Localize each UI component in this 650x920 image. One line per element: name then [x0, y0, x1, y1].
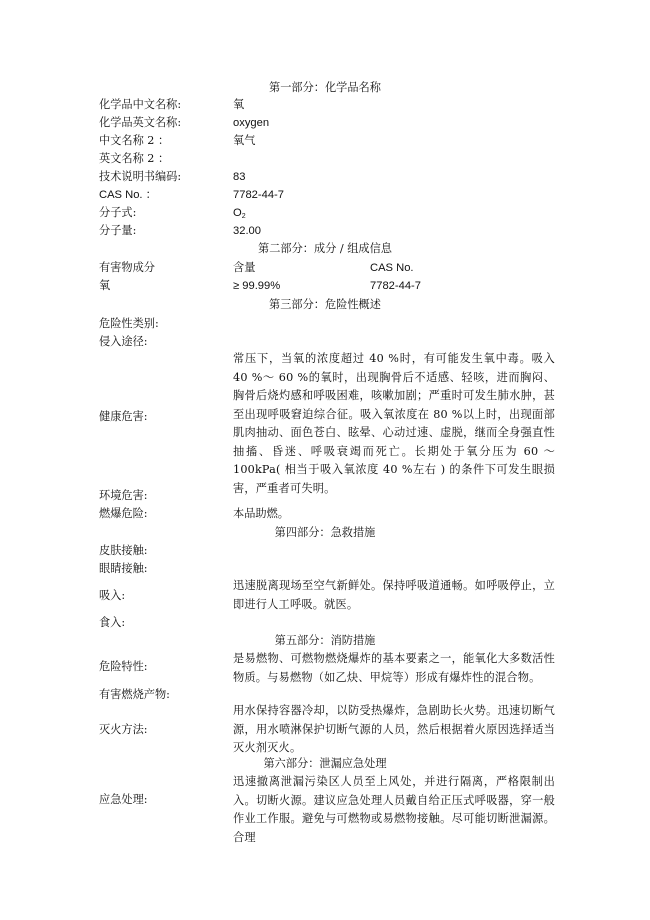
- emergency-label: 应急处理:: [99, 793, 148, 806]
- route-label: 侵入途径:: [99, 335, 148, 348]
- fire-property-label: 危险特性:: [99, 660, 148, 673]
- inhalation-text: 迅速脱离现场至空气新鲜处。保持呼吸道通畅。如呼吸停止，立即进行人工呼吸。就医。: [233, 579, 555, 611]
- cn-name-value: 氧: [233, 98, 245, 111]
- fire-property-text: 是易燃物、可燃物燃烧爆炸的基本要素之一，能氧化大多数活性物质。与易燃物（如乙炔、甲烷等）形成有爆炸性的混合物。: [233, 652, 555, 684]
- part6-title: 第六部分：泄漏应急处理: [263, 757, 387, 770]
- combustion-products-label: 有害燃烧产物:: [99, 688, 170, 701]
- part1-title: 第一部分：化学品名称: [269, 81, 381, 94]
- health-hazard-label: 健康危害:: [99, 410, 148, 423]
- cn-name2-value: 氧气: [233, 134, 256, 147]
- part2-title: 第二部分：成分 / 组成信息: [258, 242, 392, 255]
- health-hazard-text: 常压下，当氧的浓度超过 40 %时，有可能发生氧中毒。吸入 40 %～ 60 %的氧时，出现胸骨后不适感、轻咳，进而胸闷、胸骨后烧灼感和呼吸困难，咳嗽加剧；严重时可发生肺水肿，甚至出现呼吸窘迫综合征。吸入氧浓度在 80 %以上时，出现面部肌肉抽动、面色苍白、眩晕、心动过速、虚脱，继而全身强直性抽搐、昏迷、呼吸衰竭而死亡。长期处于氧分压为 60 ～ 100kPa( 相当于吸入氧浓度 40 %左右 ) 的条件下可发生眼损害，严重者可失明。: [233, 352, 555, 495]
- cas-value: 7782-44-7: [233, 189, 285, 201]
- tech-code-label: 技术说明书编码:: [99, 170, 182, 183]
- cn-name2-label: 中文名称 2 ：: [99, 134, 170, 147]
- fire-hazard-value: 本品助燃。: [233, 507, 289, 520]
- composition-component: 氧: [99, 279, 111, 292]
- part4-title: 第四部分：急救措施: [274, 526, 376, 539]
- tech-code-value: 83: [233, 171, 246, 183]
- composition-header-content: 含量: [233, 261, 256, 274]
- cn-name-label: 化学品中文名称:: [99, 98, 182, 111]
- ingestion-label: 食入:: [99, 616, 126, 629]
- mol-weight-label: 分子量:: [99, 224, 137, 237]
- en-name-value: oxygen: [233, 117, 270, 129]
- formula-value: $O_2$: [233, 207, 246, 220]
- env-hazard-label: 环境危害:: [99, 489, 148, 502]
- formula-label: 分子式:: [99, 206, 137, 219]
- eye-contact-label: 眼睛接触:: [99, 562, 148, 575]
- emergency-text: 迅速撤离泄漏污染区人员至上风处，并进行隔离，严格限制出入。切断火源。建议应急处理人员戴自给正压式呼吸器，穿一般作业工作服。避免与可燃物或易燃物接触。尽可能切断泄漏源。合理: [233, 775, 555, 844]
- composition-header-component: 有害物成分: [99, 261, 155, 274]
- composition-content: ≥ 99.99%: [233, 280, 281, 292]
- composition-header-cas: CAS No.: [370, 262, 414, 274]
- en-name-label: 化学品英文名称:: [99, 116, 182, 129]
- skin-contact-label: 皮肤接触:: [99, 544, 148, 557]
- extinguish-label: 灭火方法:: [99, 723, 148, 736]
- en-name2-label: 英文名称 2 ：: [99, 152, 170, 165]
- mol-weight-value: 32.00: [233, 225, 261, 237]
- part5-title: 第五部分：消防措施: [274, 634, 376, 647]
- part3-title: 第三部分：危险性概述: [269, 298, 381, 311]
- inhalation-label: 吸入:: [99, 589, 126, 602]
- hazard-class-label: 危险性类别:: [99, 317, 159, 330]
- fire-hazard-label: 燃爆危险:: [99, 507, 148, 520]
- cas-label: CAS No. ：: [99, 189, 157, 201]
- extinguish-text: 用水保持容器冷却，以防受热爆炸，急剧助长火势。迅速切断气源，用水喷淋保护切断气源的人员，然后根据着火原因选择适当灭火剂灭火。: [233, 704, 555, 754]
- composition-cas: 7782-44-7: [370, 280, 422, 292]
